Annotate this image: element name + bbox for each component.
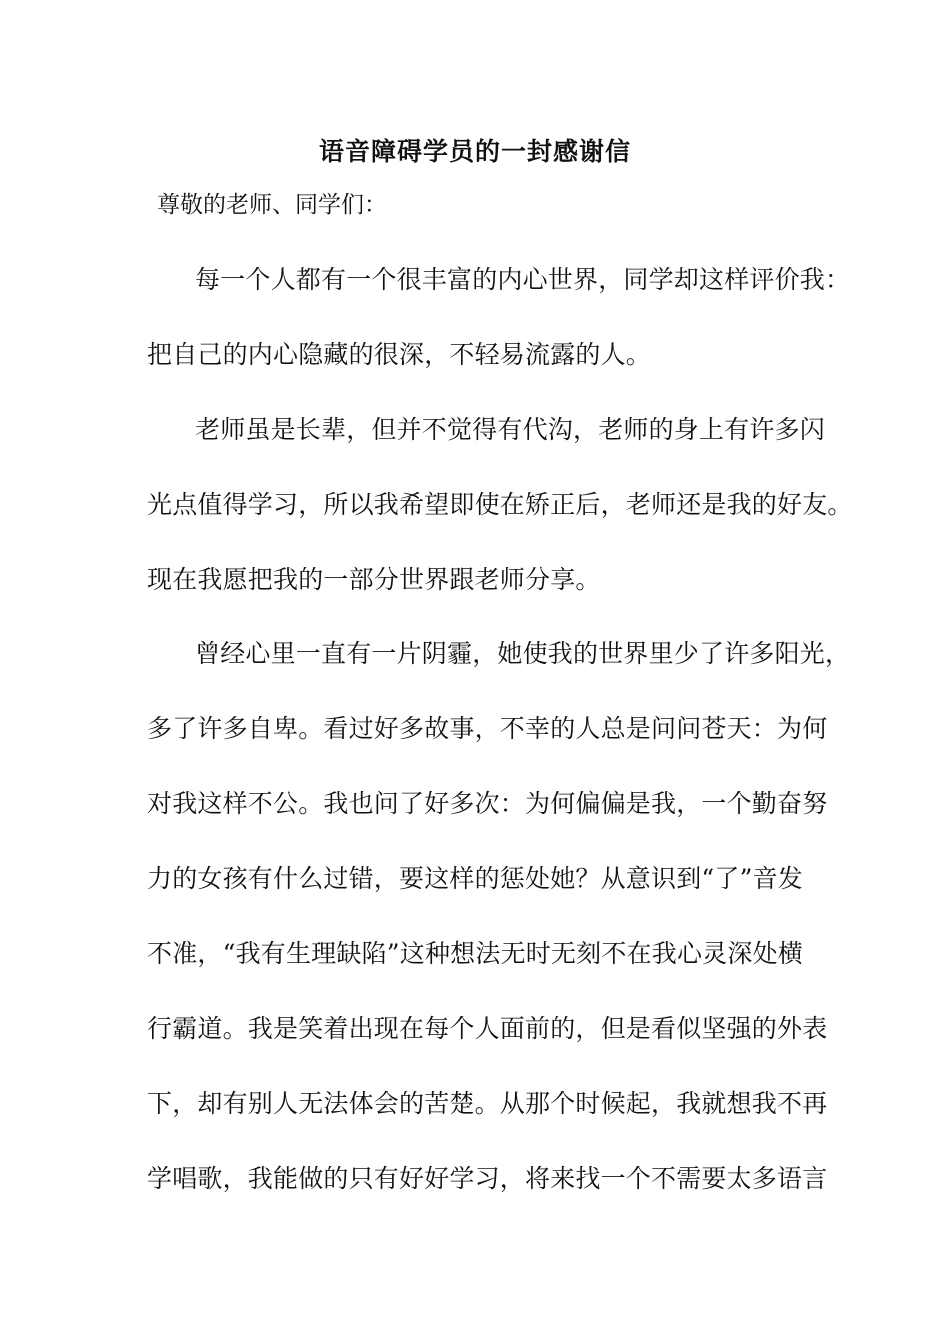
paragraph-line: 现在我愿把我的一部分世界跟老师分享。: [147, 565, 601, 594]
document-title: 语音障碍学员的一封感谢信: [318, 137, 631, 166]
paragraph-line: 曾经心里一直有一片阴霾，她使我的世界里少了许多阳光，: [195, 639, 851, 668]
paragraph-line: 下，却有别人无法体会的苦楚。从那个时候起，我就想我不再: [147, 1089, 828, 1118]
paragraph-line: 不准，“我有生理缺陷”这种想法无时无刻不在我心灵深处横: [147, 939, 803, 968]
paragraph-line: 多了许多自卑。看过好多故事，不幸的人总是问问苍天：为何: [147, 714, 828, 743]
paragraph-line: 行霸道。我是笑着出现在每个人面前的，但是看似坚强的外表: [147, 1014, 828, 1043]
paragraph-line: 每一个人都有一个很丰富的内心世界，同学却这样评价我：: [195, 265, 851, 294]
paragraph-line: 力的女孩有什么过错，要这样的惩处她？从意识到“了”音发: [147, 864, 803, 893]
paragraph-line: 对我这样不公。我也问了好多次：为何偏偏是我，一个勤奋努: [147, 789, 828, 818]
paragraph-line: 把自己的内心隐藏的很深，不轻易流露的人。: [147, 340, 652, 369]
paragraph-line: 学唱歌，我能做的只有好好学习，将来找一个不需要太多语言: [147, 1164, 828, 1193]
paragraph-line: 光点值得学习，所以我希望即使在矫正后，老师还是我的好友。: [147, 490, 853, 519]
paragraph-line: 老师虽是长辈，但并不觉得有代沟，老师的身上有许多闪: [195, 415, 826, 444]
salutation: 尊敬的老师、同学们：: [157, 192, 387, 218]
